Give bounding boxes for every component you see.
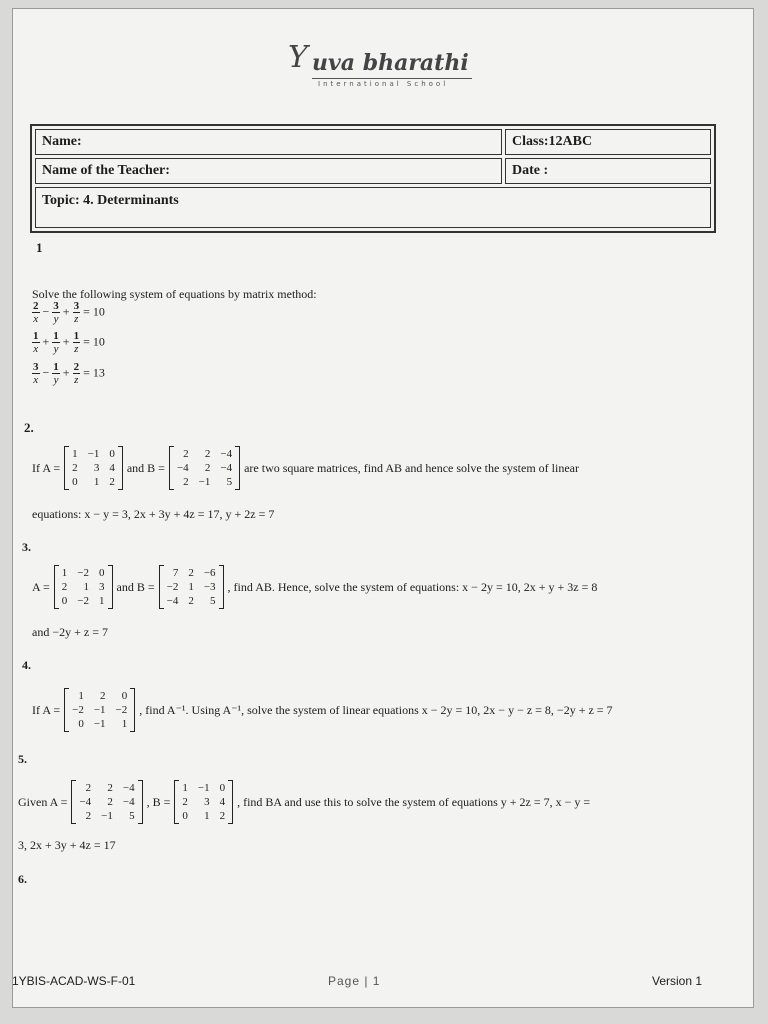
school-logo-subtitle: International School [318, 80, 449, 88]
question-3-number: 3. [22, 540, 31, 554]
matrix-b: 1 −1 0 2 3 4 0 1 2 [174, 780, 233, 824]
footer-doc-code: 1YBIS-ACAD-WS-F-01 [12, 974, 136, 988]
name-label[interactable]: Name: [35, 129, 502, 155]
question-2-continuation: equations: x − y = 3, 2x + 3y + 4z = 17, y + 2z = 7 [32, 507, 275, 521]
teacher-label[interactable]: Name of the Teacher: [35, 158, 502, 184]
question-4-number: 4. [22, 658, 31, 672]
date-label[interactable]: Date : [505, 158, 711, 184]
question-5-body: Given A = 2 2 −4 −4 2 −4 2 −1 5 , B = 1 −1 0 2 3 4 0 1 2 , find BA and use this to solve the system of equations y + 2z = 7, x − y = [18, 782, 591, 822]
school-logo-text: uva bharathi [312, 50, 469, 76]
question-3-continuation: and −2y + z = 7 [32, 625, 108, 639]
matrix-b: 7 2 −6 −2 1 −3 −4 2 5 [159, 565, 224, 609]
footer-version: Version 1 [652, 974, 703, 988]
question-1-equation-3: $\frac{3}{x}$ − $\frac{1}{y}$ + $\frac{2}{z}$ = 13 [33, 361, 105, 386]
matrix-a: 1 2 0 −2 −1 −2 0 −1 1 [64, 688, 135, 732]
question-5-number: 5. [18, 752, 27, 766]
question-4-body: If A = 1 2 0 −2 −1 −2 0 −1 1 , find A⁻¹. Using A⁻¹, solve the system of linear equations x − 2y = 10, 2x − y − z = 8, −2y + z = 7 [32, 690, 613, 730]
question-1-prompt: Solve the following system of equations by matrix method: [32, 287, 317, 301]
class-label: Class:12ABC [505, 129, 711, 155]
question-3-body: A = 1 −2 0 2 1 3 0 −2 1 and B = 7 2 −6 −2 1 −3 −4 2 5 , find AB. Hence, solve the system of equations: x − 2y = 10, 2x + y + 3z = 8 [32, 567, 598, 607]
question-2-body: If A = 1 −1 0 2 3 4 0 1 2 and B = 2 2 −4 −4 2 −4 2 −1 5 are two square matrices, find AB and hence solve the system of linear [32, 448, 579, 488]
matrix-a: 1 −1 0 2 3 4 0 1 2 [64, 446, 123, 490]
question-1-equation-1: $\frac{2}{x}$ − $\frac{3}{y}$ + $\frac{3}{z}$ = 10 [33, 300, 105, 325]
matrix-a: 2 2 −4 −4 2 −4 2 −1 5 [71, 780, 142, 824]
footer-page-number: Page | 1 [328, 974, 381, 988]
question-1-equation-2: $\frac{1}{x}$ + $\frac{1}{y}$ + $\frac{1}{z}$ = 10 [33, 330, 105, 355]
question-6-number: 6. [18, 872, 27, 886]
matrix-a: 1 −2 0 2 1 3 0 −2 1 [54, 565, 113, 609]
question-5-continuation: 3, 2x + 3y + 4z = 17 [18, 838, 116, 852]
question-2-number: 2. [24, 420, 34, 435]
matrix-b: 2 2 −4 −4 2 −4 2 −1 5 [169, 446, 240, 490]
logo-underline [312, 78, 472, 79]
topic-label: Topic: 4. Determinants [35, 187, 711, 228]
school-logo-mark: Y [288, 40, 308, 75]
student-info-table [30, 124, 716, 233]
question-1-number: 1 [36, 240, 43, 255]
